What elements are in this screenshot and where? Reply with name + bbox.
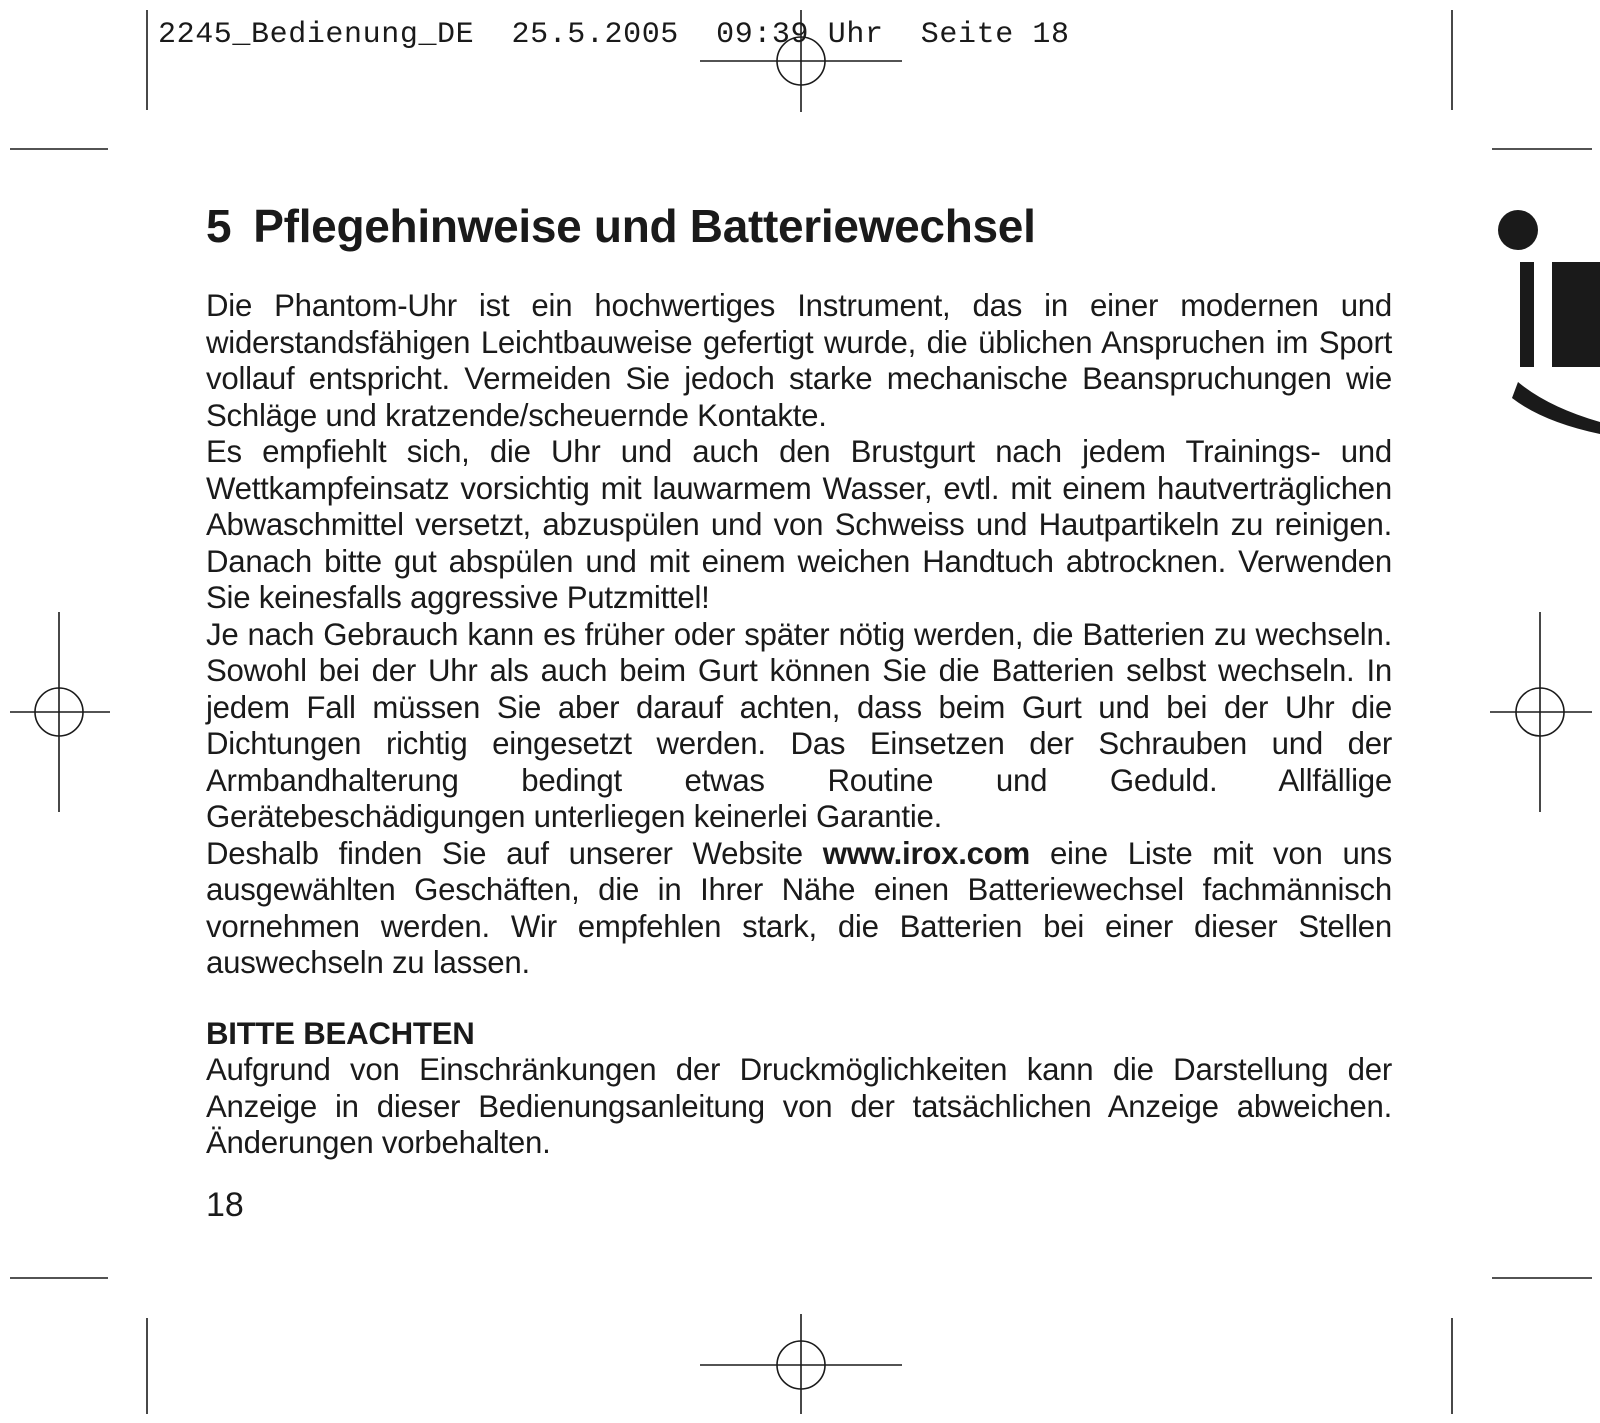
- page-content: [206, 196, 1392, 1162]
- page-number: 18: [206, 1186, 244, 1224]
- tab-dot-shape: [1498, 210, 1538, 250]
- website-text-before: Deshalb finden Sie auf unserer Website: [206, 835, 823, 871]
- slug-date: 25.5.2005: [511, 18, 679, 52]
- paragraph-battery-change: Je nach Gebrauch kann es früher oder später nötig werden, die Batterien zu wechseln. Sowohl bei der Uhr als auch beim Gurt können Sie die Batterien selbst wechseln. In jedem Fall müssen Sie aber darauf achten, dass beim Gurt und bei der Uhr die Dichtungen richtig eingesetzt werden. Das Einsetzen der Schrauben und der Armbandhalterung bedingt etwas Routine und Geduld. Allfällige Gerätebeschädigungen unterliegen keinerlei Garantie.: [206, 616, 1392, 834]
- registration-mark-right: [1490, 612, 1592, 812]
- tab-bar-shape: [1520, 262, 1534, 367]
- brand-tab-graphic: [1498, 202, 1600, 442]
- website-link[interactable]: www.irox.com: [822, 835, 1031, 871]
- paragraph-cleaning: Es empfiehlt sich, die Uhr und auch den Brustgurt nach jedem Trainings- und Wettkampfeinsatz vorsichtig mit lauwarmem Wasser, evtl. mit einem hautverträglichen Abwaschmittel versetzt, abzuspülen und von Schweiss und Hautpartikeln zu reinigen. Danach bitte gut abspülen und mit einem weichen Handtuch abtrocknen. Verwenden Sie keinesfalls aggressive Putzmittel!: [206, 434, 1392, 615]
- registration-mark-left: [10, 612, 110, 812]
- website-text-after: eine Liste mit von uns ausgewählten Geschäften, die in Ihrer Nähe einen Batteriewechsel fachmännisch vornehmen werden. Wir empfehlen stark, die Batterien bei einer dieser Stellen auswechseln zu lassen.: [206, 835, 1392, 980]
- tab-swoosh-shape: [1512, 382, 1600, 434]
- note-heading: BITTE BEACHTEN: [206, 1015, 475, 1051]
- registration-mark-top: [700, 10, 902, 112]
- slug-page-label: Seite 18: [920, 18, 1070, 52]
- slug-time: 09:39 Uhr: [716, 18, 884, 52]
- paragraph-care-intro: Die Phantom-Uhr ist ein hochwertiges Instrument, das in einer modernen und widerstandsfähigen Leichtbauweise gefertigt wurde, die üblichen Anspruchen im Sport vollauf entspricht. Vermeiden Sie jedoch starke mechanische Beanspruchungen wie Schläge und kratzende/scheuernde Kontakte.: [206, 288, 1392, 433]
- registration-mark-bottom: [700, 1314, 902, 1414]
- slug-file: 2245_Bedienung_DE: [158, 18, 475, 52]
- section-number: 5: [206, 200, 232, 252]
- paragraph-website: [206, 836, 1392, 982]
- tab-bar-shape-2: [1552, 262, 1600, 367]
- note-text: Aufgrund von Einschränkungen der Druckmöglichkeiten kann die Darstellung der Anzeige in dieser Bedienungsanleitung von der tatsächlichen Anzeige abweichen. Änderungen vorbehalten.: [206, 1052, 1392, 1160]
- section-heading: [206, 196, 1392, 256]
- section-title: Pflegehinweise und Batteriewechsel: [253, 200, 1036, 252]
